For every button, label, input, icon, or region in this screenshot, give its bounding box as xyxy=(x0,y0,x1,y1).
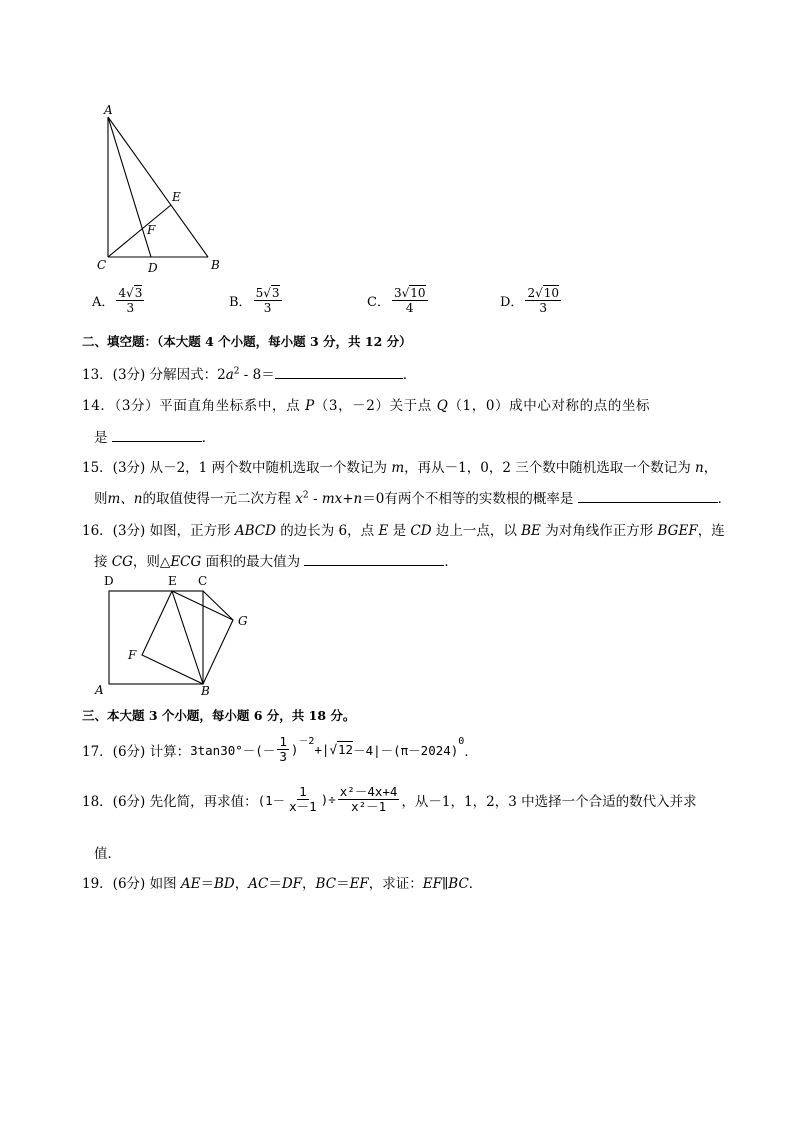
label-E2: E xyxy=(168,574,177,588)
option-a[interactable]: A． $\frac{4√3}{3}$ xyxy=(92,286,143,315)
question-14-line-1: 14．（3分）平面直角坐标系中，点 P（3，－2）关于点 Q（1，0）成中心对称的点的坐标 xyxy=(82,398,651,414)
segment-AB xyxy=(108,117,208,257)
option-c[interactable]: C． $\frac{3√10}{4}$ xyxy=(367,286,426,315)
question-17: 17．(6分) 计算： 3tan30°－(－ $\frac{1}{3}$ ) $^{-2}$ +| √12 －4|－(π－2024) $^0$ ． xyxy=(82,734,478,764)
question-18-line-2: 值． xyxy=(94,846,121,862)
segment-CG xyxy=(203,591,233,620)
question-18-line-1: 18．(6分) 先化简，再求值： (1－ $\frac{1}{x-1}$ )÷ $\frac{\text{x²－4x+4}}{\text{x²－1}}$ ，从－1，1，2，3 中选择一个合适的数代入并求 xyxy=(82,784,697,814)
question-19: 19．(6分) 如图 AE＝BD，AC＝DF，BC＝EF，求证：EF∥BC． xyxy=(82,876,483,892)
label-D2: D xyxy=(104,574,114,588)
square-figure xyxy=(88,570,268,700)
question-16-line-2: 接 CG，则△ECG 面积的最大值为 ． xyxy=(94,554,458,570)
label-F2: F xyxy=(128,648,137,662)
label-C2: C xyxy=(198,574,208,588)
label-G2: G xyxy=(238,614,248,628)
label-D: D xyxy=(148,261,158,275)
question-16-line-1: 16．(3分) 如图，正方形 ABCD 的边长为 6，点 E 是 CD 边上一点，以 BE 为对角线作正方形 BGEF，连 xyxy=(82,523,725,539)
label-B: B xyxy=(211,258,220,272)
segment-EB xyxy=(172,591,203,684)
label-A: A xyxy=(104,103,113,117)
question-14-line-2: 是 ． xyxy=(94,430,216,446)
answer-blank-15[interactable] xyxy=(578,490,718,503)
question-13: 13．(3分) 分解因式：$2a^2 - 8=$ ． xyxy=(82,366,417,383)
label-F: F xyxy=(147,223,156,237)
label-B2: B xyxy=(201,684,210,698)
question-15-line-2: 则m、n的取值使得一元二次方程 $x^2 - mx+n=0$有两个不相等的实数根的概率是 ． xyxy=(94,490,732,507)
label-C: C xyxy=(97,258,107,272)
segment-CE xyxy=(108,205,171,257)
option-b[interactable]: B． $\frac{5√3}{3}$ xyxy=(229,286,280,315)
label-A2: A xyxy=(95,683,104,697)
option-d[interactable]: D． $\frac{2√10}{3}$ xyxy=(500,286,560,315)
label-E: E xyxy=(172,190,181,204)
question-15-line-1: 15．(3分) 从－2，1 两个数中随机选取一个数记为 m，再从－1，0，2 三个数中随机选取一个数记为 n， xyxy=(82,460,718,476)
answer-blank-14[interactable] xyxy=(112,429,202,442)
segment-AD xyxy=(108,117,151,257)
square-ABCD xyxy=(109,591,203,684)
triangle-figure xyxy=(90,100,250,280)
answer-blank-13[interactable] xyxy=(275,366,403,379)
answer-blank-16[interactable] xyxy=(304,553,444,566)
section-3-heading: 三、本大题 3 个小题，每小题 6 分，共 18 分。 xyxy=(82,708,356,723)
section-2-heading: 二、填空题：（本大题 4 个小题，每小题 3 分，共 12 分） xyxy=(82,334,412,349)
